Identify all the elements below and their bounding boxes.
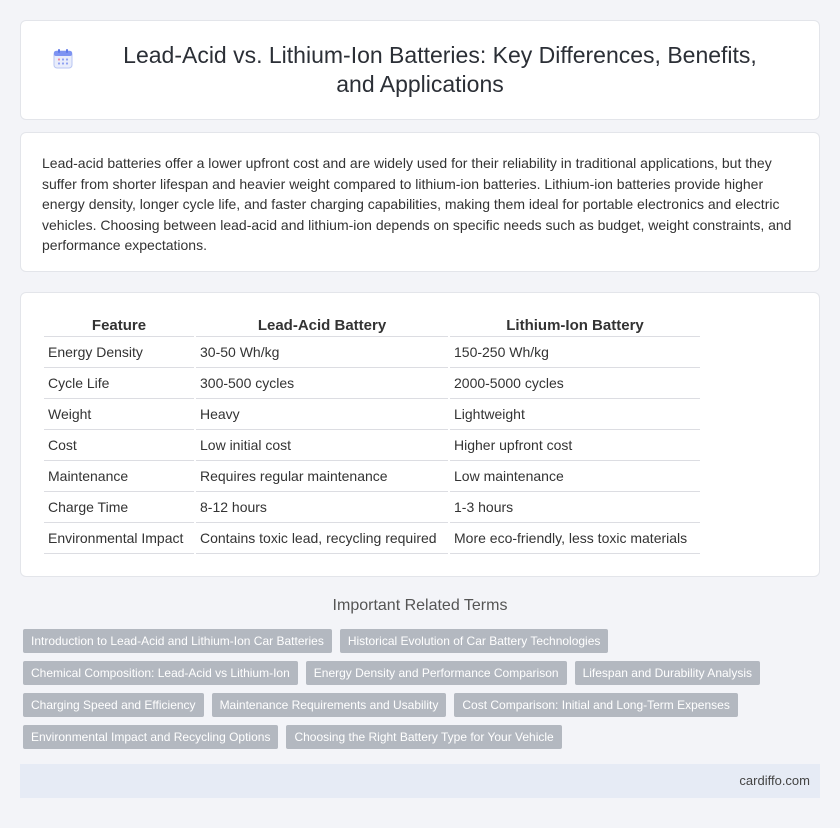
related-term-tag[interactable]: Introduction to Lead-Acid and Lithium-Ion Car Batteries <box>23 629 332 653</box>
related-term-tag[interactable]: Historical Evolution of Car Battery Technologies <box>340 629 609 653</box>
lithium-ion-cell: 150-250 Wh/kg <box>450 337 700 368</box>
lead-acid-cell: Contains toxic lead, recycling required <box>196 523 448 554</box>
table-row <box>44 461 700 492</box>
lead-acid-cell: Requires regular maintenance <box>196 461 448 492</box>
comparison-card <box>20 292 820 577</box>
lithium-ion-cell: More eco-friendly, less toxic materials <box>450 523 700 554</box>
lithium-ion-cell: 1-3 hours <box>450 492 700 523</box>
lithium-ion-cell: Low maintenance <box>450 461 700 492</box>
header-card <box>20 20 820 120</box>
footer-site[interactable]: cardiffo.com <box>739 773 810 788</box>
related-term-tag[interactable]: Chemical Composition: Lead-Acid vs Lithium-Ion <box>23 661 298 685</box>
table-row <box>44 492 700 523</box>
feature-cell: Maintenance <box>44 461 194 492</box>
related-term-tag[interactable]: Cost Comparison: Initial and Long-Term Expenses <box>454 693 737 717</box>
lithium-ion-cell: Lightweight <box>450 399 700 430</box>
header-feature: Feature <box>44 315 194 337</box>
feature-cell: Charge Time <box>44 492 194 523</box>
table-row <box>44 523 700 554</box>
related-term-tag[interactable]: Maintenance Requirements and Usability <box>212 693 447 717</box>
header-lithium-ion: Lithium-Ion Battery <box>450 315 700 337</box>
lithium-ion-cell: Higher upfront cost <box>450 430 700 461</box>
lead-acid-cell: Low initial cost <box>196 430 448 461</box>
table-row <box>44 368 700 399</box>
summary-card <box>20 132 820 272</box>
page-title: Lead-Acid vs. Lithium-Ion Batteries: Key Differences, Benefits, and Applications <box>123 42 757 97</box>
table-header-row <box>44 315 700 337</box>
related-terms-list <box>23 629 813 749</box>
lead-acid-cell: 300-500 cycles <box>196 368 448 399</box>
table-row <box>44 399 700 430</box>
feature-cell: Cost <box>44 430 194 461</box>
related-term-tag[interactable]: Choosing the Right Battery Type for Your Vehicle <box>286 725 561 749</box>
table-row <box>44 430 700 461</box>
lead-acid-cell: 30-50 Wh/kg <box>196 337 448 368</box>
feature-cell: Cycle Life <box>44 368 194 399</box>
related-terms-title: Important Related Terms <box>332 597 508 614</box>
comparison-table <box>42 315 702 554</box>
feature-cell: Weight <box>44 399 194 430</box>
footer <box>20 764 820 798</box>
lead-acid-cell: 8-12 hours <box>196 492 448 523</box>
lithium-ion-cell: 2000-5000 cycles <box>450 368 700 399</box>
lead-acid-cell: Heavy <box>196 399 448 430</box>
header-lead-acid: Lead-Acid Battery <box>196 315 448 337</box>
feature-cell: Environmental Impact <box>44 523 194 554</box>
related-term-tag[interactable]: Charging Speed and Efficiency <box>23 693 204 717</box>
summary-text: Lead-acid batteries offer a lower upfront cost and are widely used for their reliability in traditional applications, but they suffer from shorter lifespan and heavier weight compared to lithium-ion batteries. Lithium-ion batteries provide higher energy density, longer cycle life, and faster charging capabilities, making them ideal for portable electronics and electric vehicles. Choosing between lead-acid and lithium-ion depends on specific needs such as budget, weight constraints, and performance expectations. <box>42 155 792 253</box>
related-term-tag[interactable]: Lifespan and Durability Analysis <box>575 661 760 685</box>
related-term-tag[interactable]: Energy Density and Performance Comparison <box>306 661 567 685</box>
feature-cell: Energy Density <box>44 337 194 368</box>
related-term-tag[interactable]: Environmental Impact and Recycling Options <box>23 725 278 749</box>
table-row <box>44 337 700 368</box>
